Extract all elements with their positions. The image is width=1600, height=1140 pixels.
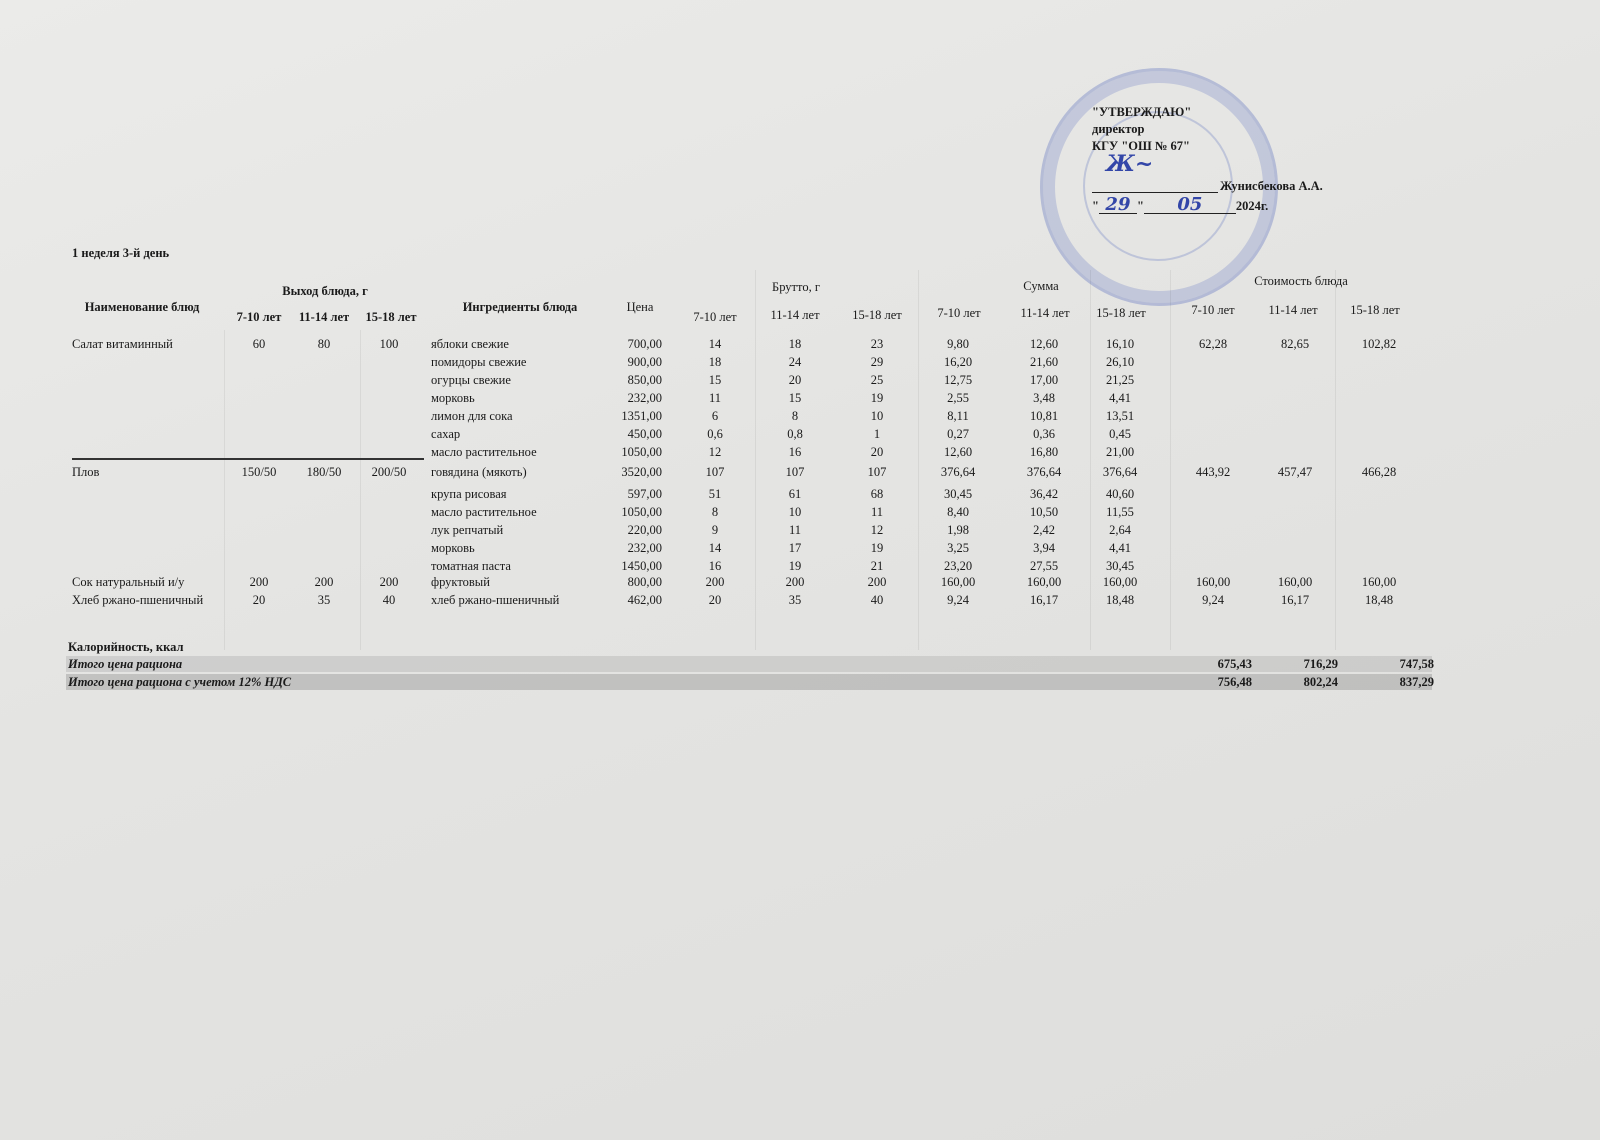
cell-b2: 11 [788, 523, 802, 537]
cell-b1: 8 [711, 505, 719, 519]
cell-b2: 20 [788, 373, 802, 387]
cell-y1: 150/50 [241, 465, 277, 479]
cell-ing: огурцы свежие [431, 373, 511, 387]
cell-ing: крупа рисовая [431, 487, 507, 501]
cell-s2: 17,00 [1029, 373, 1059, 387]
cell-ing: лимон для сока [431, 409, 513, 423]
cell-b1: 12 [708, 445, 722, 459]
header-dish: Наименование блюд [84, 300, 200, 314]
total-label: Итого цена рациона [68, 657, 183, 671]
cell-b2: 24 [788, 355, 802, 369]
cell-price: 3520,00 [621, 465, 662, 479]
cell-price: 1450,00 [621, 559, 662, 573]
cell-s2: 2,42 [1033, 523, 1055, 537]
cell-s2: 10,81 [1029, 409, 1059, 423]
cell-b3: 19 [870, 391, 884, 405]
cell-b2: 8 [791, 409, 799, 423]
approval-title: "УТВЕРЖДАЮ" [1092, 105, 1192, 119]
cell-y1: 60 [252, 337, 266, 351]
cell-s2: 36,42 [1029, 487, 1059, 501]
cell-s1: 8,11 [947, 409, 969, 423]
cell-b3: 21 [870, 559, 884, 573]
cell-b1: 14 [708, 541, 722, 555]
cell-c3: 102,82 [1361, 337, 1397, 351]
cell-price: 462,00 [627, 593, 662, 607]
cell-price: 1050,00 [621, 445, 662, 459]
cell-dish: Сок натуральный и/у [72, 575, 185, 589]
header-price: Цена [626, 300, 654, 314]
cell-ing: яблоки свежие [431, 337, 509, 351]
cell-b2: 19 [788, 559, 802, 573]
cell-price: 1050,00 [621, 505, 662, 519]
cell-b1: 15 [708, 373, 722, 387]
cell-price: 900,00 [627, 355, 662, 369]
cell-ing: говядина (мякоть) [431, 465, 527, 479]
approval-position: директор [1092, 122, 1145, 136]
cell-b1: 200 [705, 575, 725, 589]
cell-s1: 376,64 [940, 465, 976, 479]
cell-y2: 80 [317, 337, 331, 351]
cell-y1: 20 [252, 593, 266, 607]
cell-b1: 51 [708, 487, 722, 501]
cell-s3: 11,55 [1106, 505, 1134, 519]
cell-s1: 3,25 [947, 541, 969, 555]
approval-block [1092, 104, 1323, 215]
cell-b3: 23 [870, 337, 884, 351]
cell-ing: масло растительное [431, 445, 537, 459]
total-vat-11-14: 802,24 [1303, 675, 1338, 689]
cell-s1: 0,27 [947, 427, 969, 441]
cell-c2: 82,65 [1280, 337, 1310, 351]
calories-label: Калорийность, ккал [68, 640, 184, 654]
cell-s2: 16,80 [1029, 445, 1059, 459]
cell-b2: 200 [785, 575, 805, 589]
cell-s3: 21,00 [1105, 445, 1135, 459]
cell-b1: 11 [708, 391, 722, 405]
cell-price: 232,00 [627, 391, 662, 405]
cell-ing: томатная паста [431, 559, 511, 573]
header-sum-age-3: 15-18 лет [1096, 306, 1146, 320]
cell-b3: 200 [867, 575, 887, 589]
total-7-10: 675,43 [1217, 657, 1252, 671]
cell-s1: 9,24 [947, 593, 969, 607]
cell-b1: 14 [708, 337, 722, 351]
cell-y2: 200 [314, 575, 334, 589]
cell-y2: 180/50 [306, 465, 342, 479]
header-yield: Выход блюда, г [282, 284, 368, 298]
cell-s3: 30,45 [1105, 559, 1135, 573]
cell-b2: 107 [785, 465, 805, 479]
cell-s1: 160,00 [940, 575, 976, 589]
header-cost: Стоимость блюда [1254, 274, 1348, 288]
cell-s3: 0,45 [1109, 427, 1131, 441]
approver-name: Жунисбекова А.А. [1220, 179, 1323, 193]
cell-c1: 160,00 [1195, 575, 1231, 589]
cell-ing: масло растительное [431, 505, 537, 519]
cell-ing: морковь [431, 541, 475, 555]
cell-b3: 1 [873, 427, 881, 441]
section-divider [72, 458, 424, 460]
cell-dish: Плов [72, 465, 100, 479]
cell-b3: 68 [870, 487, 884, 501]
header-sum-age-2: 11-14 лет [1020, 306, 1070, 320]
cell-price: 450,00 [627, 427, 662, 441]
cell-price: 597,00 [627, 487, 662, 501]
cell-b3: 29 [870, 355, 884, 369]
cell-c3: 466,28 [1361, 465, 1397, 479]
cell-s3: 4,41 [1109, 391, 1131, 405]
cell-ing: фруктовый [431, 575, 490, 589]
header-sum: Сумма [1023, 279, 1059, 293]
cell-s3: 160,00 [1102, 575, 1138, 589]
cell-ing: сахар [431, 427, 461, 441]
cell-b2: 0,8 [787, 427, 803, 441]
cell-s3: 26,10 [1105, 355, 1135, 369]
cell-c2: 16,17 [1280, 593, 1310, 607]
header-ingredients: Ингредиенты блюда [462, 300, 578, 314]
total-vat-15-18: 837,29 [1399, 675, 1434, 689]
cell-b2: 16 [788, 445, 802, 459]
cell-s2: 160,00 [1026, 575, 1062, 589]
cell-b1: 9 [711, 523, 719, 537]
header-sum-age-1: 7-10 лет [937, 306, 981, 320]
cell-y3: 200 [379, 575, 399, 589]
header-brutto: Брутто, г [772, 280, 820, 294]
cell-s1: 12,60 [943, 445, 973, 459]
cell-s2: 10,50 [1029, 505, 1059, 519]
cell-c2: 160,00 [1277, 575, 1313, 589]
cell-b3: 40 [870, 593, 884, 607]
total-vat-label: Итого цена рациона с учетом 12% НДС [68, 675, 292, 689]
cell-c2: 457,47 [1277, 465, 1313, 479]
cell-dish: Хлеб ржано-пшеничный [72, 593, 204, 607]
date-year: 2024г. [1235, 199, 1269, 213]
approval-org: КГУ "ОШ № 67" [1092, 139, 1190, 153]
cell-s2: 16,17 [1029, 593, 1059, 607]
header-yield-age-1: 7-10 лет [236, 310, 282, 324]
cell-s1: 16,20 [943, 355, 973, 369]
cell-y3: 40 [382, 593, 396, 607]
cell-b3: 11 [870, 505, 884, 519]
cell-c1: 62,28 [1198, 337, 1228, 351]
cell-b3: 10 [870, 409, 884, 423]
cell-b3: 12 [870, 523, 884, 537]
cell-c1: 9,24 [1202, 593, 1224, 607]
cell-price: 232,00 [627, 541, 662, 555]
total-vat-7-10: 756,48 [1217, 675, 1252, 689]
cell-s2: 12,60 [1029, 337, 1059, 351]
header-cost-age-1: 7-10 лет [1191, 303, 1235, 317]
cell-s2: 0,36 [1033, 427, 1055, 441]
cell-b2: 61 [788, 487, 802, 501]
cell-s3: 2,64 [1109, 523, 1131, 537]
total-11-14: 716,29 [1303, 657, 1338, 671]
cell-s3: 376,64 [1102, 465, 1138, 479]
cell-dish: Салат витаминный [72, 337, 173, 351]
header-cost-age-3: 15-18 лет [1350, 303, 1400, 317]
cell-s3: 4,41 [1109, 541, 1131, 555]
cell-s3: 13,51 [1105, 409, 1135, 423]
cell-price: 220,00 [627, 523, 662, 537]
cell-price: 1351,00 [621, 409, 662, 423]
date-month: 05 [1144, 196, 1236, 214]
cell-b1: 20 [708, 593, 722, 607]
cell-b2: 17 [788, 541, 802, 555]
cell-s1: 30,45 [943, 487, 973, 501]
cell-s2: 27,55 [1029, 559, 1059, 573]
signature: Ж~ [1106, 151, 1154, 177]
day-title: 1 неделя 3-й день [72, 246, 170, 260]
cell-b1: 6 [711, 409, 719, 423]
cell-ing: помидоры свежие [431, 355, 527, 369]
cell-s2: 376,64 [1026, 465, 1062, 479]
date-day: 29 [1099, 196, 1137, 214]
cell-s1: 12,75 [943, 373, 973, 387]
cell-b3: 25 [870, 373, 884, 387]
cell-c1: 443,92 [1195, 465, 1231, 479]
cell-price: 800,00 [627, 575, 662, 589]
cell-b1: 0,6 [707, 427, 723, 441]
cell-y3: 100 [379, 337, 399, 351]
header-brutto-age-2: 11-14 лет [770, 308, 820, 322]
cell-c3: 18,48 [1364, 593, 1394, 607]
cell-b2: 18 [788, 337, 802, 351]
cell-s1: 1,98 [947, 523, 969, 537]
cell-s3: 18,48 [1105, 593, 1135, 607]
cell-b2: 15 [788, 391, 802, 405]
cell-y1: 200 [249, 575, 269, 589]
cell-s1: 2,55 [947, 391, 969, 405]
cell-y3: 200/50 [371, 465, 407, 479]
cell-ing: морковь [431, 391, 475, 405]
cell-s2: 21,60 [1029, 355, 1059, 369]
cell-s2: 3,94 [1033, 541, 1055, 555]
header-yield-age-2: 11-14 лет [298, 310, 350, 324]
cell-b1: 18 [708, 355, 722, 369]
cell-s3: 40,60 [1105, 487, 1135, 501]
cell-b1: 16 [708, 559, 722, 573]
cell-ing: хлеб ржано-пшеничный [431, 593, 560, 607]
cell-b3: 107 [867, 465, 887, 479]
cell-b2: 35 [788, 593, 802, 607]
cell-s3: 21,25 [1105, 373, 1135, 387]
approval-date: " 29 " 05 2024г. [1092, 194, 1269, 215]
total-15-18: 747,58 [1399, 657, 1434, 671]
cell-price: 850,00 [627, 373, 662, 387]
cell-b3: 20 [870, 445, 884, 459]
cell-b3: 19 [870, 541, 884, 555]
header-cost-age-2: 11-14 лет [1268, 303, 1318, 317]
cell-s3: 16,10 [1105, 337, 1135, 351]
cell-b1: 107 [705, 465, 725, 479]
cell-c3: 160,00 [1361, 575, 1397, 589]
cell-b2: 10 [788, 505, 802, 519]
cell-ing: лук репчатый [431, 523, 504, 537]
cell-s1: 8,40 [947, 505, 969, 519]
cell-y2: 35 [317, 593, 331, 607]
cell-s1: 9,80 [947, 337, 969, 351]
cell-price: 700,00 [627, 337, 662, 351]
header-yield-age-3: 15-18 лет [365, 310, 417, 324]
header-brutto-age-1: 7-10 лет [693, 310, 737, 324]
cell-s1: 23,20 [943, 559, 973, 573]
cell-s2: 3,48 [1033, 391, 1055, 405]
header-brutto-age-3: 15-18 лет [852, 308, 902, 322]
